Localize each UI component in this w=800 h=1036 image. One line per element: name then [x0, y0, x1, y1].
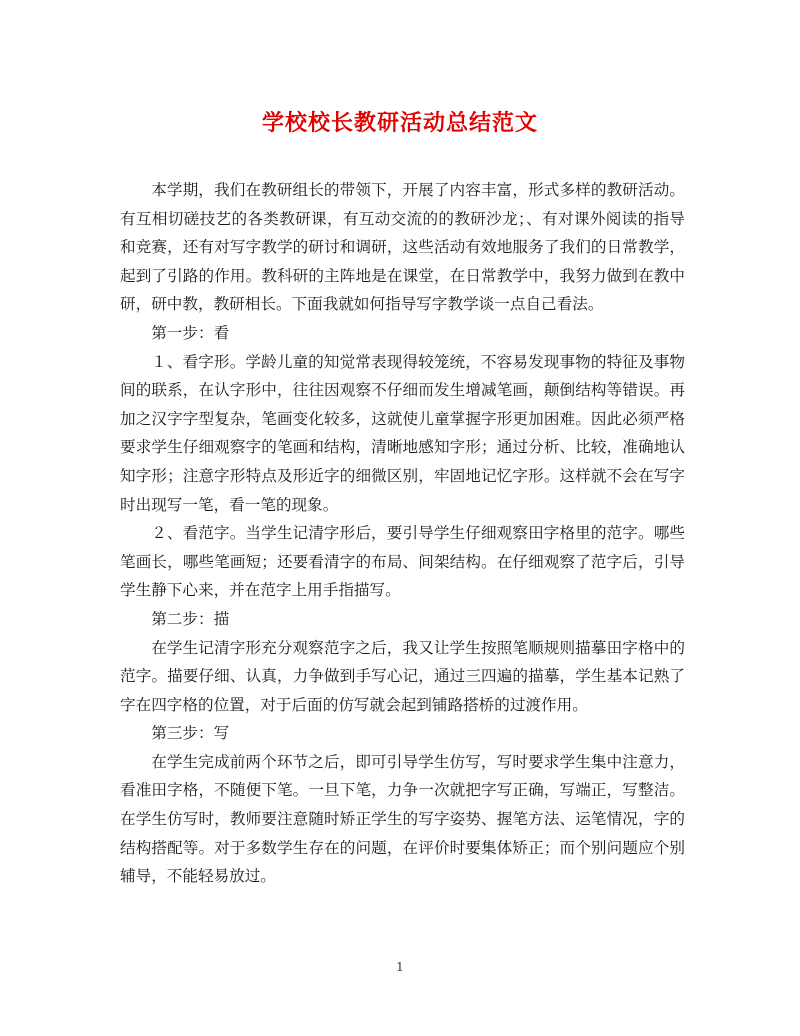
step-one-heading: 第一步：看	[151, 323, 230, 342]
step-two-heading: 第二步：描	[151, 609, 230, 628]
paragraph-intro: 本学期，我们在教研组长的带领下，开展了内容丰富，形式多样的教研活动。有互相切磋技艺的各类教研课，有互动交流的的教研沙龙；、有对课外阅读的指导和竞赛，还有对写字教学的研讨和调研，这些活动有效地服务了我们的日常教学，起到了引路的作用。教科研的主阵地是在课堂，在日常教学中，我努力做到在教中研，研中教，教研相长。下面我就如何指导写字教学谈一点自己看法。	[120, 181, 685, 314]
paragraph-trace: 在学生记清字形充分观察范字之后，我又让学生按照笔顺规则描摹田字格中的范字。描要仔细、认真，力争做到手写心记，通过三四遍的描摹，学生基本记熟了字在四字格的位置，对于后面的仿写就会起到铺路搭桥的过渡作用。	[120, 638, 685, 714]
paragraph-write: 在学生完成前两个环节之后，即可引导学生仿写，写时要求学生集中注意力，看准田字格，不随便下笔。一旦下笔，力争一次就把字写正确，写端正，写整洁。在学生仿写时，教师要注意随时矫正学生的写字姿势、握笔方法、运笔情况，字的结构搭配等。对于多数学生存在的问题，在评价时要集体矫正；而个别问题应个别辅导，不能轻易放过。	[120, 752, 685, 886]
page-number: 1	[396, 960, 404, 974]
step-three-heading: 第三步：写	[151, 724, 230, 743]
paragraph-look-model: ２、看范字。当学生记清字形后，要引导学生仔细观察田字格里的范字。哪些笔画长，哪些笔画短；还要看清字的布局、间架结构。在仔细观察了范字后，引导学生静下心来，并在范字上用手指描写。	[120, 524, 685, 600]
document-title: 学校校长教研活动总结范文	[261, 110, 538, 136]
paragraph-look-shape: １、看字形。学龄儿童的知觉常表现得较笼统，不容易发现事物的特征及事物间的联系，在认字形中，往往因观察不仔细而发生增减笔画，颠倒结构等错误。再加之汉字字型复杂，笔画变化较多，这就使儿童掌握字形更加困难。因此必须严格要求学生仔细观察字的笔画和结构，清晰地感知字形；通过分析、比较，准确地认知字形；注意字形特点及形近字的细微区别，牢固地记忆字形。这样就不会在写字时出现写一笔，看一笔的现象。	[120, 352, 685, 514]
document-body	[120, 176, 685, 891]
